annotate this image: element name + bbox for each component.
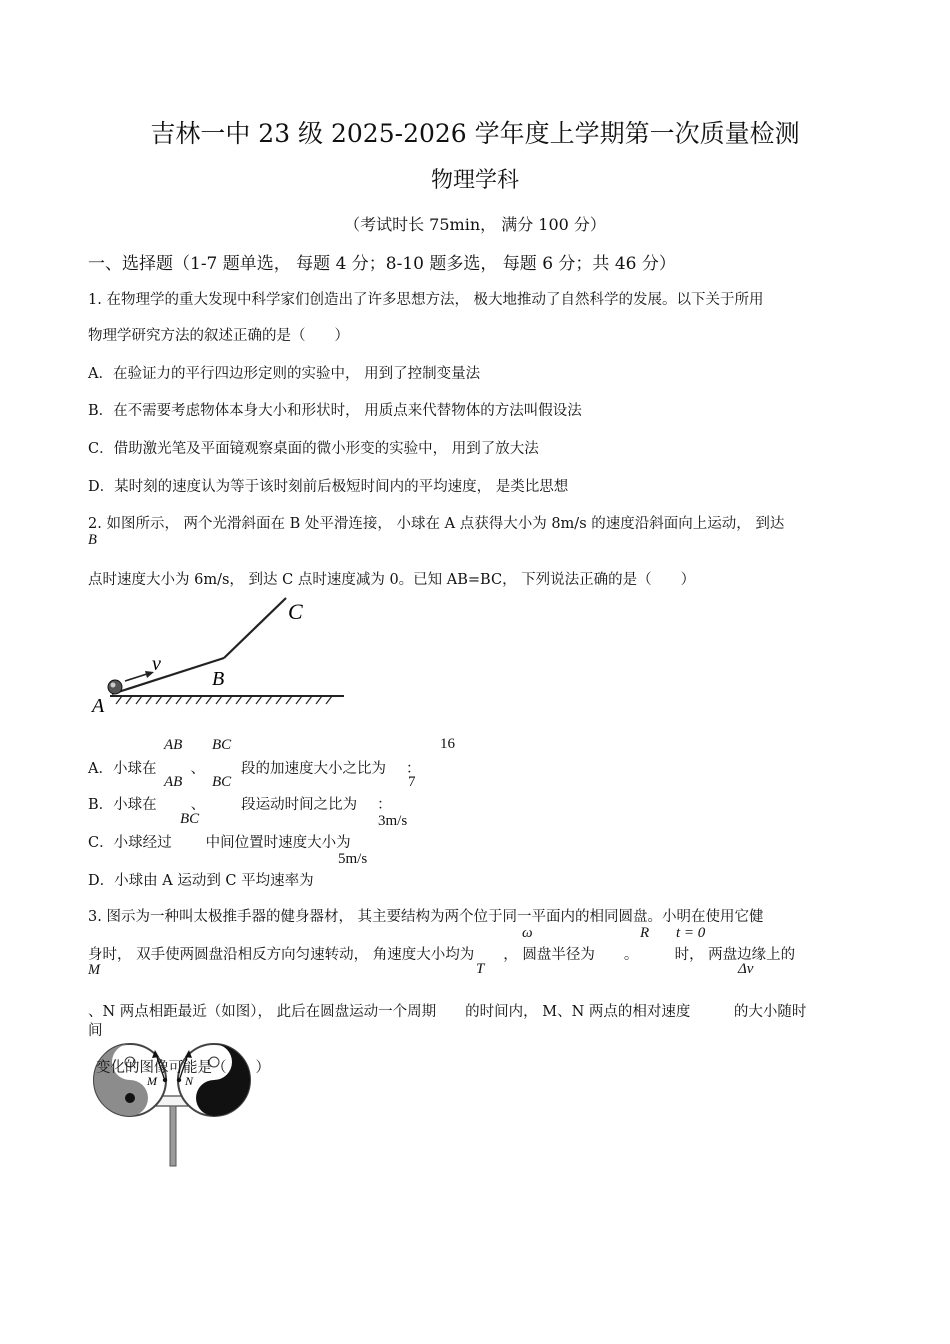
label-c: C xyxy=(288,599,303,624)
q2-ramp-figure xyxy=(88,594,348,716)
subject-title: 物理学科 xyxy=(430,168,519,193)
q2-option-c-suffix: 中间位置时速度大小为 xyxy=(205,835,351,851)
q1-option-d: D．某时刻的速度认为等于该时刻前后极短时间内的平均速度， 是类比思想 xyxy=(88,479,569,495)
ground-hatching xyxy=(116,696,332,704)
q2-option-a-suffix: 段的加速度大小之比为 xyxy=(240,761,386,777)
slope-bc xyxy=(224,598,286,658)
exam-note: （考试时长 75min， 满分 100 分） xyxy=(344,215,606,234)
point-m xyxy=(163,1078,167,1082)
q3-t0: t = 0 xyxy=(676,925,706,941)
label-n: N xyxy=(185,1074,194,1088)
q2-d-value: 5m/s xyxy=(338,851,368,867)
q3-period: T xyxy=(476,961,485,977)
q2-c-seg: BC xyxy=(180,811,200,827)
q2-option-a-prefix: A．小球在 xyxy=(88,761,157,777)
q2-option-b-sep: 、 xyxy=(190,797,206,813)
q2-option-c-prefix: C．小球经过 xyxy=(88,835,172,851)
q2-a-seg2: BC xyxy=(212,737,232,753)
q2-option-b-suffix: 段运动时间之比为 xyxy=(241,797,358,813)
q2-option-b-prefix: B．小球在 xyxy=(88,797,157,813)
slope-ab xyxy=(112,658,224,694)
q3-delta-v: Δv xyxy=(738,961,754,977)
q2-a-value2: 7 xyxy=(408,774,416,790)
q2-a-value: 16 xyxy=(440,736,455,752)
q2-option-a-colon: ： xyxy=(405,761,421,777)
label-a: A xyxy=(92,695,105,716)
q2-stem-line2: 点时速度大小为 6m/s， 到达 C 点时速度减为 0。已知 AB=BC， 下列说法正确的是（ ） xyxy=(88,572,696,588)
q1-stem-line2: 物理学研究方法的叙述正确的是（ ） xyxy=(88,328,349,344)
ball xyxy=(108,680,122,694)
q2-option-b xyxy=(88,793,392,814)
q3-stem-line1: 3. 图示为一种叫太极推手器的健身器材， 其主要结构为两个位于同一平面内的相同圆盘。小明在使用它健 xyxy=(88,909,764,925)
ball-highlight xyxy=(111,683,116,688)
q3-stem-line2: 身时， 双手使两圆盘沿相反方向匀速转动， 角速度大小均为 ， 圆盘半径为 。 时， 两盘边缘上的 xyxy=(88,947,796,963)
label-b: B xyxy=(212,668,225,690)
q3-stem-line3: 、N 两点相距最近（如图）， 此后在圆盘运动一个周期 的时间内， M、N 两点的相对速度 的大小随时 xyxy=(88,1004,807,1020)
q2-stem-line1b: B xyxy=(88,532,97,548)
point-n xyxy=(177,1078,181,1082)
q1-option-c: C．借助激光笔及平面镜观察桌面的微小形变的实验中， 用到了放大法 xyxy=(88,441,539,457)
q3-omega: ω xyxy=(522,925,533,941)
q2-c-value: 3m/s xyxy=(378,813,408,829)
q2-option-a xyxy=(88,757,420,778)
q2-a-seg1: AB xyxy=(164,737,183,753)
exam-title: 吉林一中 23 级 2025-2026 学年度上学期第一次质量检测 xyxy=(150,119,800,148)
q3-stem-line3b: 间 xyxy=(88,1023,103,1039)
q2-stem-line1: 2. 如图所示， 两个光滑斜面在 B 处平滑连接， 小球在 A 点获得大小为 8m/s 的速度沿斜面向上运动， 到达 xyxy=(88,516,785,532)
q2-option-a-sep: 、 xyxy=(190,761,205,777)
q3-radius: R xyxy=(640,925,650,941)
q2-option-b-colon: ： xyxy=(377,797,392,813)
q2-option-d: D．小球由 A 运动到 C 平均速率为 xyxy=(88,873,314,889)
q2-b-seg1: AB xyxy=(164,774,183,790)
q1-option-b: B．在不需要考虑物体本身大小和形状时， 用质点来代替物体的方法叫假设法 xyxy=(88,403,582,419)
q1-option-a: A．在验证力的平行四边形定则的实验中， 用到了控制变量法 xyxy=(88,366,481,382)
q3-stem-line2b: M xyxy=(88,962,101,978)
q1-stem-line1: 1. 在物理学的重大发现中科学家们创造出了许多思想方法， 极大地推动了自然科学的发展。以下关于所用 xyxy=(88,292,764,308)
label-m: M xyxy=(147,1074,157,1088)
q3-stem-line4: 变化的图像可能是（ ） xyxy=(96,1060,270,1076)
q2-b-seg2: BC xyxy=(212,774,232,790)
q2-option-c xyxy=(88,831,351,852)
label-v: v xyxy=(152,653,161,675)
support-post xyxy=(170,1106,176,1166)
section-heading: 一、选择题（1-7 题单选， 每题 4 分；8-10 题多选， 每题 6 分；共 46 分） xyxy=(88,254,676,274)
